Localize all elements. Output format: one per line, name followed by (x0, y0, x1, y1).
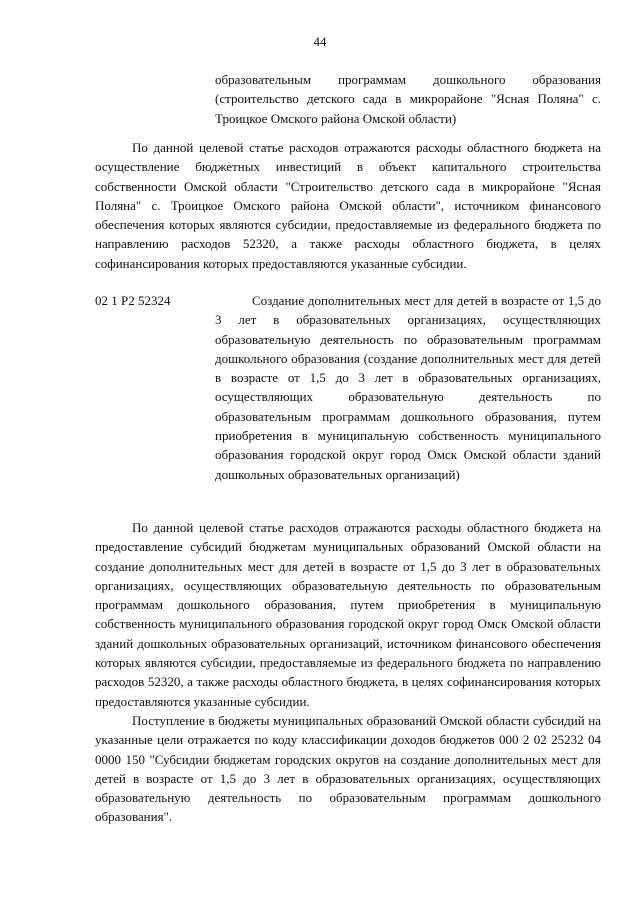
page-number: 44 (313, 34, 327, 49)
continued-entry-title: образовательным программам дошкольного образования (строительство детского сада в микрорайоне "Ясная Поляна" с. Троицкое Омского района Омской области) (215, 72, 601, 126)
paragraph-description-1: По данной целевой статье расходов отражаются расходы областного бюджета на осуществление бюджетных инвестиций в объект капитального строительства собственности Омской области "Строительство детского сада в микрорайоне "Ясная Поляна" с. Троицкое Омского района Омской области", источником финансового обеспечения которых являются субсидии, предоставляемые из федерального бюджета по направлению расходов 52320, а также расходы областного бюджета, в целях софинансирования которых предоставляются указанные субсидии. (95, 140, 601, 271)
paragraph-income-code: Поступление в бюджеты муниципальных образований Омской области субсидий на указанные цели отражается по коду классификации доходов бюджетов 000 2 02 25232 04 0000 150 "Субсидии бюджетам городских округов на создание дополнительных мест для детей в возрасте от 1,5 до 3 лет в образовательных организациях, осуществляющих образовательную деятельность по образовательным программам дошкольного образования". (95, 713, 601, 825)
budget-classification-code: 02 1 P2 52324 (95, 293, 171, 308)
budget-entry-title: Создание дополнительных мест для детей в возрасте от 1,5 до 3 лет в образовательных организациях, осуществляющих образовательную деятельность по образовательным программам дошкольного образования (создание дополнительных мест для детей в возрасте от 1,5 до 3 лет в образовательных организациях, осуществляющих образовательную деятельность по образовательным программам дошкольного образования, путем приобретения в муниципальную собственность муниципального образования городской округ город Омск Омской области зданий дошкольных образовательных организаций) (215, 293, 601, 482)
paragraph-description-2: По данной целевой статье расходов отражаются расходы областного бюджета на предоставление субсидий бюджетам муниципальных образований Омской области на создание дополнительных мест для детей в возрасте от 1,5 до 3 лет в образовательных организациях, осуществляющих образовательную деятельность по образовательным программам дошкольного образования, путем приобретения в муниципальную собственность муниципального образования городской округ город Омск Омской области зданий дошкольных образовательных организаций, источником финансового обеспечения которых являются субсидии, предоставляемые из федерального бюджета по направлению расходов 52320, а также расходы областного бюджета, в целях софинансирования которых предоставляются указанные субсидии. (95, 520, 601, 709)
